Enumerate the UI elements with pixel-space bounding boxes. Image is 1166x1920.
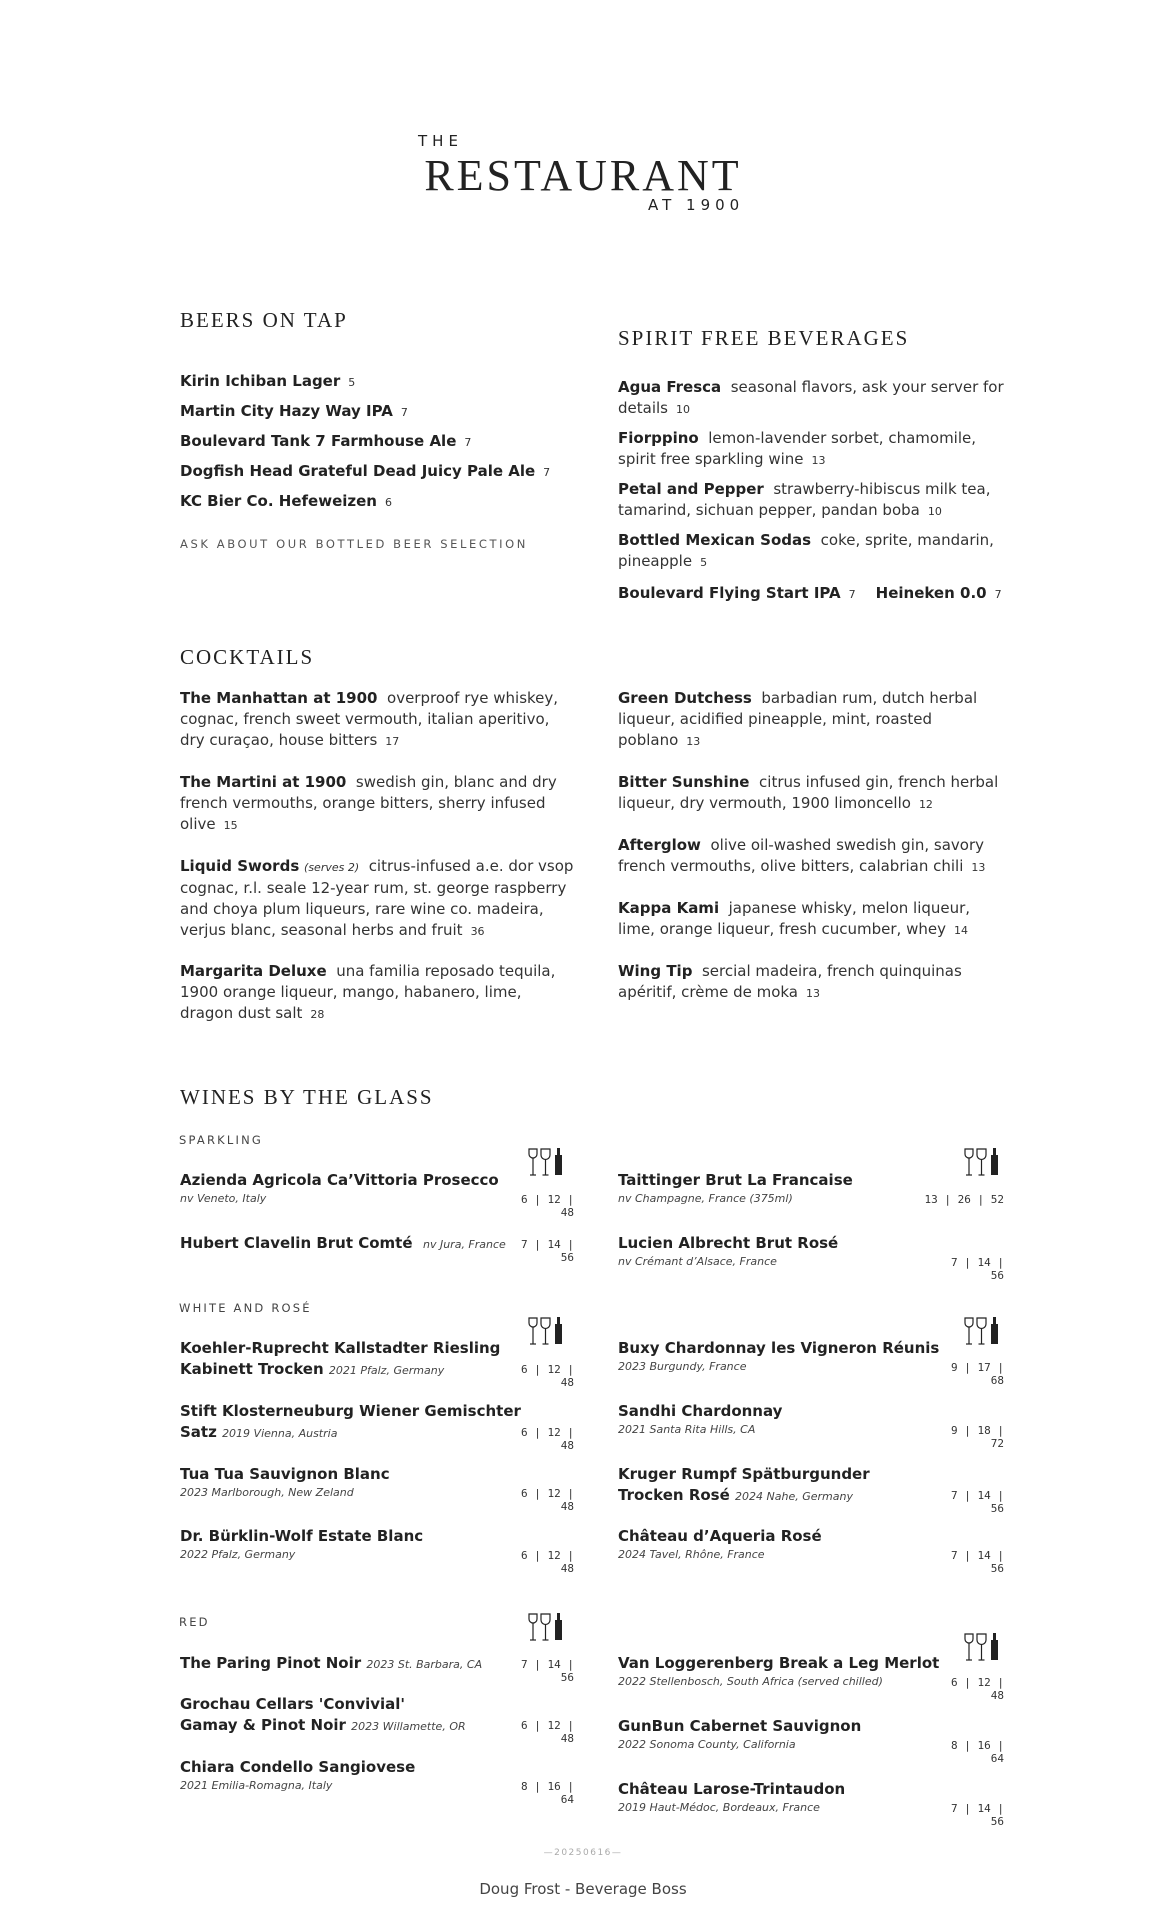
spirit-free-item: Agua Fresca seasonal flavors, ask your server for details 10 — [618, 378, 1004, 417]
cocktail-item: Liquid Swords (serves 2) citrus-infused a.e. dor vsop cognac, r.l. seale 12-year rum, st. george raspberry and choya plum liqueurs, rare wine co. madeira, verjus blanc, seasonal herbs and fruit 36 — [180, 857, 574, 939]
wine-item: Tua Tua Sauvignon Blanc 2023 Marlborough, New Zeland 6 | 12 | 48 — [180, 1465, 574, 1513]
cocktail-item: Bitter Sunshine citrus infused gin, french herbal liqueur, dry vermouth, 1900 limoncello 12 — [618, 773, 999, 812]
sparkling-label: SPARKLING — [179, 1133, 264, 1147]
beer-item: Martin City Hazy Way IPA 7 — [180, 402, 408, 420]
wine-item: Lucien Albrecht Brut Rosé nv Crémant d’Alsace, France 7 | 14 | 56 — [618, 1234, 1004, 1282]
beverage-boss: Doug Frost - Beverage Boss — [479, 1880, 687, 1898]
beer-item: KC Bier Co. Hefeweizen 6 — [180, 492, 392, 510]
wine-item: Sandhi Chardonnay 2021 Santa Rita Hills, CA 9 | 18 | 72 — [618, 1402, 1004, 1450]
wine-item: Château d’Aqueria Rosé 2024 Tavel, Rhône, France 7 | 14 | 56 — [618, 1527, 1004, 1575]
wine-item: Kruger Rumpf Spätburgunder Trocken Rosé 2024 Nahe, Germany 7 | 14 | 56 — [618, 1465, 1004, 1515]
beer-item: Boulevard Tank 7 Farmhouse Ale 7 — [180, 432, 472, 450]
cocktail-item: The Manhattan at 1900 overproof rye whiskey, cognac, french sweet vermouth, italian aperitivo, dry curaçao, house bitters 17 — [180, 689, 559, 749]
spirit-free-item: Fiorppino lemon-lavender sorbet, chamomile, spirit free sparkling wine 13 — [618, 429, 977, 468]
wine-item: Dr. Bürklin-Wolf Estate Blanc 2022 Pfalz, Germany 6 | 12 | 48 — [180, 1527, 574, 1575]
cocktail-item: Wing Tip sercial madeira, french quinquinas apéritif, crème de moka 13 — [618, 962, 962, 1001]
cocktail-item: Afterglow olive oil-washed swedish gin, savory french vermouths, olive bitters, calabrian chili 13 — [618, 836, 986, 875]
wine-item: Buxy Chardonnay les Vigneron Réunis 2023 Burgundy, France 9 | 17 | 68 — [618, 1339, 1004, 1387]
wine-item: Koehler-Ruprecht Kallstadter Riesling Kabinett Trocken 2021 Pfalz, Germany 6 | 12 | 48 — [180, 1339, 574, 1389]
cocktails-title: COCKTAILS — [180, 645, 315, 669]
wine-glass-sizes-icon — [526, 1612, 566, 1642]
menu-date: —20250616— — [543, 1848, 623, 1858]
cocktail-item: Margarita Deluxe una familia reposado tequila, 1900 orange liqueur, mango, habanero, lime, dragon dust salt 28 — [180, 962, 556, 1022]
spirit-free-item: Petal and Pepper strawberry-hibiscus milk tea, tamarind, sichuan pepper, pandan boba 10 — [618, 480, 991, 519]
white-rose-label: WHITE AND ROSÉ — [179, 1301, 312, 1315]
wine-item: The Paring Pinot Noir 2023 St. Barbara, CA 7 | 14 | 56 — [180, 1654, 574, 1684]
wine-item: Van Loggerenberg Break a Leg Merlot 2022 Stellenbosch, South Africa (served chilled) 6 | 12 | 48 — [618, 1654, 1004, 1702]
wine-item: Taittinger Brut La Francaise nv Champagne, France (375ml) 13 | 26 | 52 — [618, 1171, 1004, 1206]
wine-item: Hubert Clavelin Brut Comté nv Jura, France 7 | 14 | 56 — [180, 1234, 574, 1264]
cocktail-item: The Martini at 1900 swedish gin, blanc and dry french vermouths, orange bitters, sherry infused olive 15 — [180, 773, 557, 833]
cocktail-item: Kappa Kami japanese whisky, melon liqueur, lime, orange liqueur, fresh cucumber, whey 14 — [618, 899, 971, 938]
wines-title: WINES BY THE GLASS — [180, 1085, 434, 1109]
wine-item: Chiara Condello Sangiovese 2021 Emilia-Romagna, Italy 8 | 16 | 64 — [180, 1758, 574, 1806]
spirit-free-item: Boulevard Flying Start IPA 7 Heineken 0.0 7 — [618, 584, 1002, 602]
wine-item: Azienda Agricola Ca’Vittoria Prosecco nv Veneto, Italy 6 | 12 | 48 — [180, 1171, 574, 1219]
restaurant-logo: RESTAURANT — [424, 151, 742, 200]
wine-item: GunBun Cabernet Sauvignon 2022 Sonoma County, California 8 | 16 | 64 — [618, 1717, 1004, 1765]
wine-item: Château Larose-Trintaudon 2019 Haut-Médoc, Bordeaux, France 7 | 14 | 56 — [618, 1780, 1004, 1828]
red-label: RED — [179, 1615, 210, 1629]
beer-item: Dogfish Head Grateful Dead Juicy Pale Ale 7 — [180, 462, 551, 480]
wine-item: Stift Klosterneuburg Wiener Gemischter Satz 2019 Vienna, Austria 6 | 12 | 48 — [180, 1402, 574, 1452]
beers-title: BEERS ON TAP — [180, 308, 348, 332]
beer-item: Kirin Ichiban Lager 5 — [180, 372, 356, 390]
spirit-free-item: Bottled Mexican Sodas coke, sprite, mandarin, pineapple 5 — [618, 531, 994, 570]
cocktail-item: Green Dutchess barbadian rum, dutch herbal liqueur, acidified pineapple, mint, roasted poblano 13 — [618, 689, 978, 749]
wine-item: Grochau Cellars 'Convivial' Gamay & Pinot Noir 2023 Willamette, OR 6 | 12 | 48 — [180, 1695, 574, 1745]
bottled-beer-note: ASK ABOUT OUR BOTTLED BEER SELECTION — [180, 537, 528, 551]
spirit-free-title: SPIRIT FREE BEVERAGES — [618, 326, 910, 350]
